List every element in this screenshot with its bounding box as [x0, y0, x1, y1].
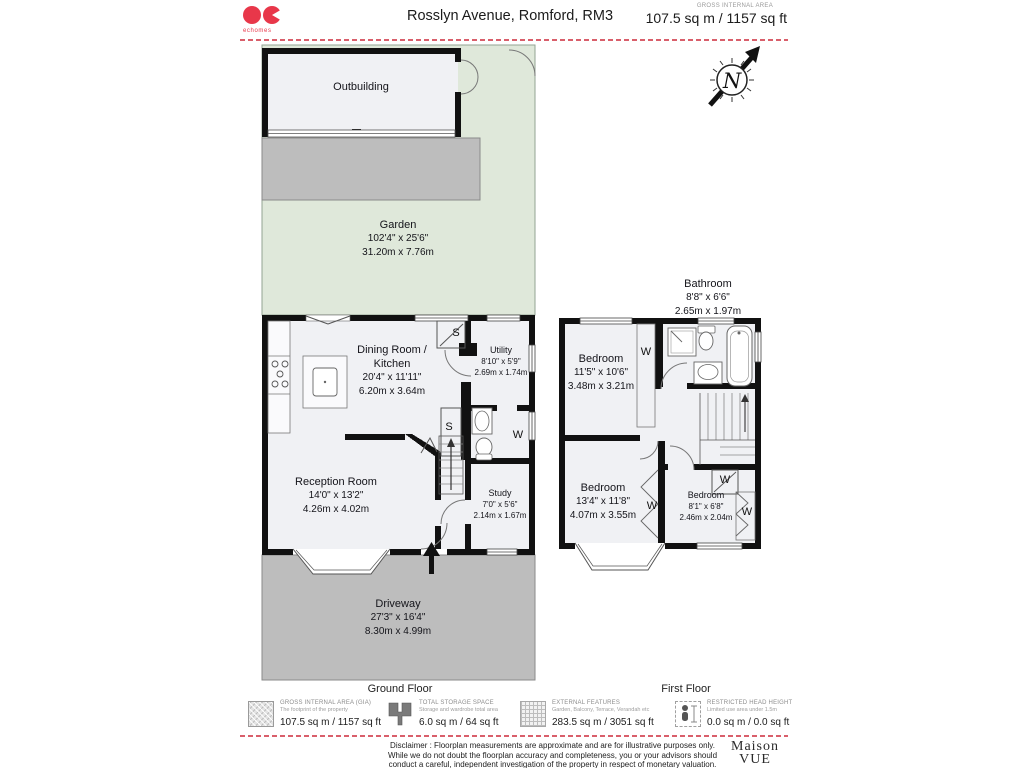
legend-external: [520, 700, 654, 728]
study-label: Study 7'0" x 5'6" 2.14m x 1.67m: [473, 488, 527, 520]
wardrobe-marker: W: [741, 506, 753, 518]
wardrobe-marker: W: [512, 429, 524, 441]
legend-title: GROSS INTERNAL AREA (GIA): [280, 700, 372, 706]
restricted-height-person-icon: [675, 701, 701, 727]
legend-subtitle: Limited use area under 1.5m: [707, 707, 778, 713]
wardrobe-marker: W: [719, 474, 731, 486]
bedroom1-label: Bedroom 11'5" x 10'6" 3.48m x 3.21m: [567, 353, 635, 392]
wardrobe-marker: W: [646, 500, 658, 512]
legend-title: TOTAL STORAGE SPACE: [419, 700, 494, 706]
external-grid-icon: [520, 701, 546, 727]
storage-marker: S: [445, 421, 453, 433]
maison-vue-logo: Maison VUE: [731, 739, 779, 767]
legend-title: RESTRICTED HEAD HEIGHT: [707, 700, 793, 706]
ground-floor-caption: Ground Floor: [367, 683, 433, 695]
gia-header-value: 107.5 sq m / 1157 sq ft: [645, 10, 787, 26]
storage-marker: S: [452, 327, 460, 339]
legend-value: 0.0 sq m / 0.0 sq ft: [707, 717, 790, 728]
agency-logo-text: echomes: [243, 28, 272, 34]
gia-hatch-icon: [248, 701, 274, 727]
compass-north-label: N: [722, 69, 742, 93]
basin-icon-first: [698, 365, 718, 380]
legend-title: EXTERNAL FEATURES: [552, 700, 621, 706]
legend-restricted: [675, 700, 792, 728]
first-floor-caption: First Floor: [661, 683, 711, 695]
toilet-icon-first: [699, 332, 713, 350]
bedroom3-label: Bedroom 8'1" x 6'8" 2.46m x 2.04m: [679, 490, 733, 522]
disclaimer-text: Disclaimer : Floorplan measurements are approximate and are for illustrative purposes only. While we do not doubt the floorplan accuracy and completeness, you or your advisors should conduct a careful, independent investigation of the property in respect of monetary valuation.: [387, 741, 718, 768]
legend-storage: [387, 700, 498, 728]
gia-header-label: GROSS INTERNAL AREA: [696, 3, 773, 9]
legend-subtitle: The footprint of the property: [280, 707, 348, 713]
bathroom-label: Bathroom 8'8" x 6'6" 2.65m x 1.97m: [674, 278, 742, 317]
toilet-icon: [476, 438, 492, 456]
legend-subtitle: Storage and wardrobe total area: [419, 707, 498, 713]
garden-label: Garden 102'4" x 25'6" 31.20m x 7.76m: [362, 219, 434, 258]
wardrobe-marker: W: [640, 346, 652, 358]
utility-label: Utility 8'10" x 5'9" 2.69m x 1.74m: [474, 345, 528, 377]
legend-subtitle: Garden, Balcony, Terrace, Verandah etc: [552, 707, 650, 713]
legend-value: 283.5 sq m / 3051 sq ft: [552, 717, 654, 728]
bottom-divider: [240, 735, 788, 737]
legend-gia: [248, 700, 381, 728]
outbuilding-label: Outbuilding: [333, 81, 389, 93]
reception-label: Reception Room 14'0" x 13'2" 4.26m x 4.02m: [295, 476, 377, 515]
bedroom-bay-window: [575, 543, 665, 570]
dining-kitchen-label: Dining Room / Kitchen 20'4" x 11'11" 6.20m x 3.64m: [357, 344, 427, 397]
storage-blocks-icon: [387, 701, 413, 727]
driveway-label: Driveway 27'3" x 16'4" 8.30m x 4.99m: [364, 598, 432, 637]
basin-icon: [475, 411, 489, 431]
bedroom2-label: Bedroom 13'4" x 11'8" 4.07m x 3.55m: [569, 482, 637, 521]
compass-icon: [710, 46, 760, 105]
legend-value: 107.5 sq m / 1157 sq ft: [280, 717, 381, 728]
property-title: Rosslyn Avenue, Romford, RM3: [406, 8, 614, 24]
legend-value: 6.0 sq m / 64 sq ft: [419, 717, 499, 728]
